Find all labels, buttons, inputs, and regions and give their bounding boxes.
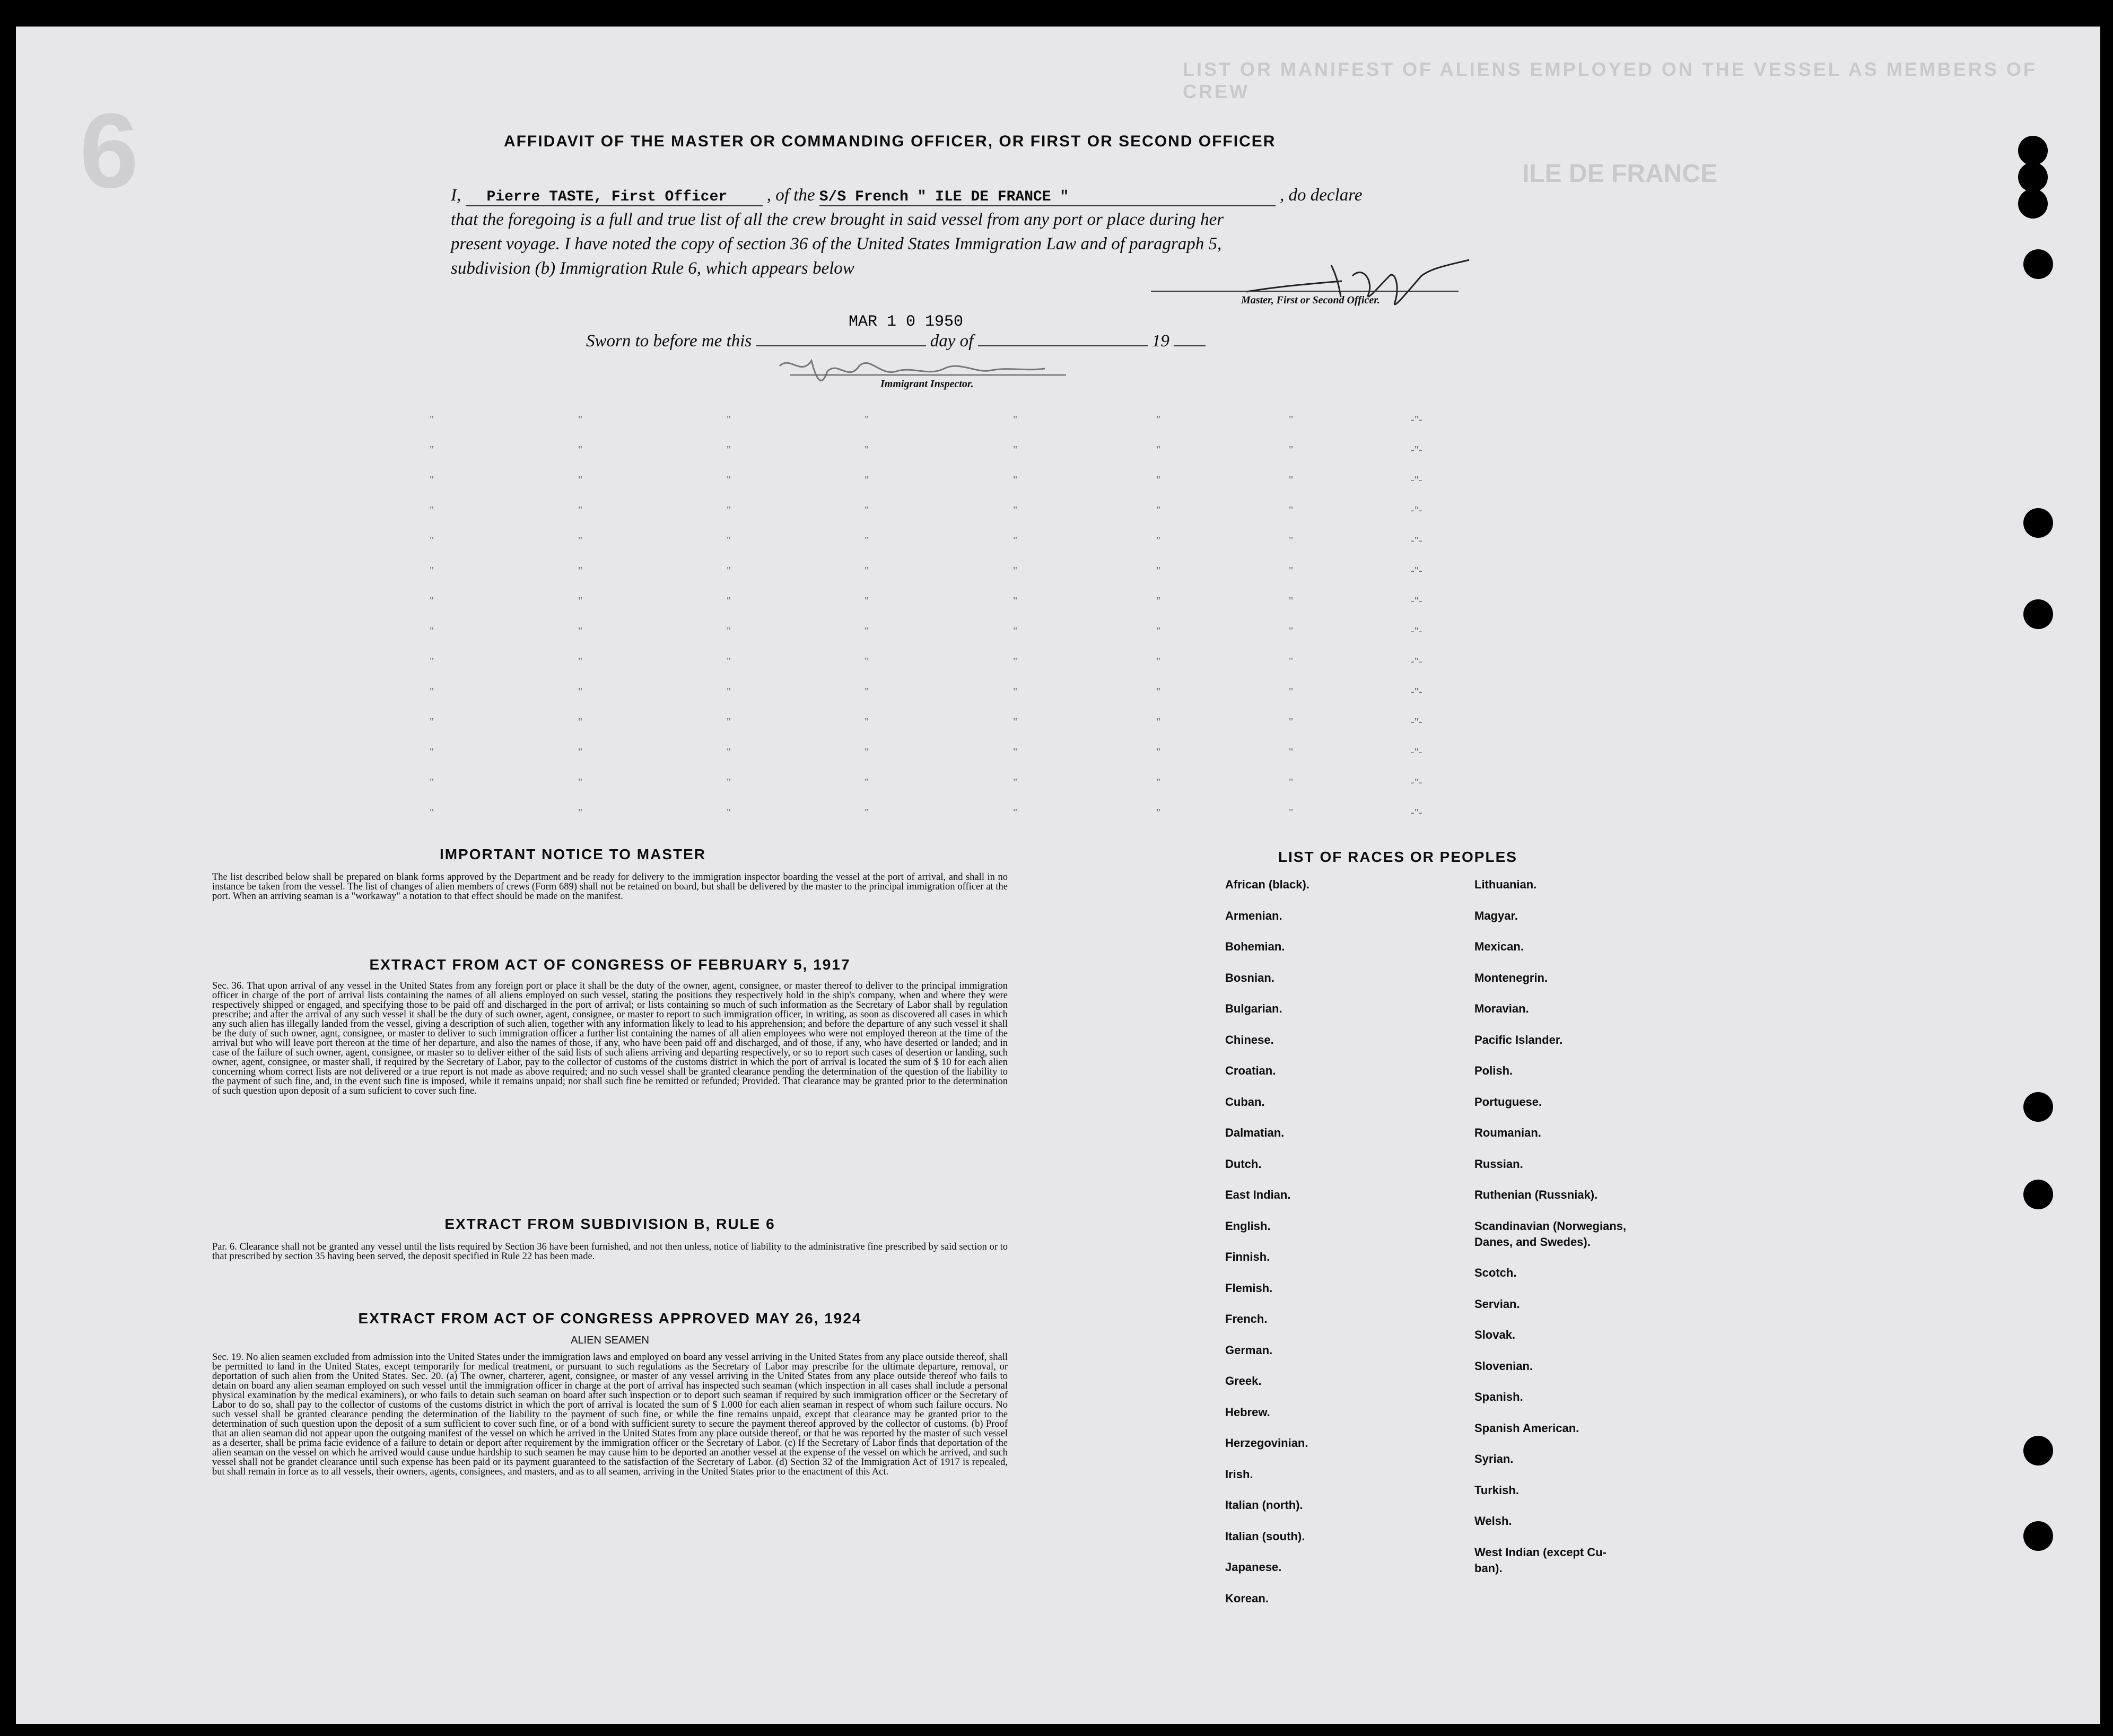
- bleed-vessel-name: ILE DE FRANCE: [1522, 160, 1718, 188]
- ditto-mark: ": [578, 535, 583, 546]
- punch-hole: [2023, 1521, 2053, 1551]
- ditto-mark: ": [578, 414, 583, 425]
- ditto-mark: ": [1156, 686, 1161, 697]
- ditto-mark: ": [1013, 807, 1018, 818]
- race-entry: Croatian.: [1225, 1064, 1276, 1077]
- date-stamp: MAR 1 0 1950: [849, 313, 964, 331]
- race-entry: Mexican.: [1474, 940, 1524, 953]
- ditto-mark: -"-: [1411, 474, 1422, 486]
- ditto-mark: ": [1013, 474, 1018, 486]
- race-entry: Montenegrin.: [1474, 971, 1548, 984]
- race-entry: Slovak.: [1474, 1328, 1516, 1341]
- ditto-mark: -"-: [1411, 595, 1422, 607]
- ditto-mark: -"-: [1411, 535, 1422, 546]
- ditto-mark: ": [1156, 444, 1161, 456]
- race-entry: West Indian (except Cu-: [1474, 1545, 1606, 1559]
- ditto-mark: -"-: [1411, 504, 1422, 516]
- ditto-mark: ": [727, 686, 731, 697]
- punch-hole: [2023, 1180, 2053, 1209]
- ditto-mark: ": [1156, 746, 1161, 758]
- ditto-mark: -"-: [1411, 746, 1422, 758]
- ditto-mark: ": [430, 414, 434, 425]
- race-entry: Pacific Islander.: [1474, 1033, 1563, 1046]
- ditto-mark: ": [578, 716, 583, 728]
- race-entry: German.: [1225, 1343, 1273, 1357]
- ditto-mark: ": [1156, 656, 1161, 667]
- ditto-mark: -"-: [1411, 414, 1422, 425]
- ditto-mark: ": [578, 444, 583, 456]
- race-entry: Slovenian.: [1474, 1359, 1533, 1373]
- ditto-mark: -"-: [1411, 625, 1422, 637]
- ditto-mark: ": [727, 444, 731, 456]
- ditto-mark: ": [1289, 414, 1294, 425]
- ditto-mark: ": [1289, 716, 1294, 728]
- race-entry: Turkish.: [1474, 1483, 1519, 1497]
- ditto-mark: ": [865, 686, 869, 697]
- affidavit-title: AFFIDAVIT OF THE MASTER OR COMMANDING OFFICER, OR FIRST OR SECOND OFFICER: [504, 133, 1276, 150]
- extract-rule6-text: Par. 6. Clearance shall not be granted any vessel until the lists required by Section 36 have been furnished, and not then unless, notice of liability to the administrative fine prescribed by said section or to that prescribed by section 35 having been served, the deposit specified in Rule 22 has been made.: [212, 1242, 1008, 1262]
- ditto-mark: ": [1013, 777, 1018, 788]
- ditto-mark: ": [1013, 686, 1018, 697]
- race-entry: Russian.: [1474, 1157, 1523, 1171]
- ditto-mark: ": [1013, 535, 1018, 546]
- ditto-mark: ": [865, 444, 869, 456]
- extract-1924-text: Sec. 19. No alien seamen excluded from admission into the United States under the immigration laws and employed on board any vessel arriving in the United States from any place outside thereof, shall be permitted to land in the United States, except temporarily for medical treatment, or pursuant to such regulations as the Secretary of Labor may prescribe for the ultimate departure, removal, or deportation of such alien from the United States. Sec. 20. (a) The owner, charterer, agent, consignee, or master of any vessel arriving in the United States from any place outside thereof who fails to detain on board any alien seaman employed on such vessel until the immigration officer in charge at the port of arrival has inspected such seaman (which inspection in all cases shall include a personal physical examination by the medical examiners), or who fails to detain such seaman on board after such inspection or to deport such seaman if required by such immigration officer or the Secretary of Labor to do so, shall pay to the collector of customs of the customs district in which the port of arrival is located the sum of $ 1.000 for each alien seaman in respect of whom such failure occurs. No such vessel shall be granted clearance pending the determination of the liability to the payment of such fine, or while the fine remains unpaid, except that clearance may be granted prior to the determination of such question upon the deposit of a sum sufficient to cover such fine, or of a bond with sufficient surety to secure the payment thereof approved by the collector of customs. (b) Proof that an alien seaman did not appear upon the outgoing manifest of the vessel on which he arrived in the United States from any place outside thereof, or that he was reported by the master of such vessel as a deserter, shall be prima facie evidence of a failure to detain or deport after requirement by the immigration officer or the Secretary of Labor. (c) If the Secretary of Labor finds that deportation of the alien seaman on the vessel on which he arrived would cause undue hardship to such seamen he may cause him to be deported an another vessel at the expense of the vessel on which he arrived, and such vessel shall not be grandet clearance until such expense has been paid or its payment guaranteed to the satisfaction of the Secretary of Labor. (d) Section 32 of the Immigration Act of 1917 is repealed, but shall remain in force as to all vessels, their owners, agents, consignees, and masters, and as to all seamen, arriving in the United States prior to the enactment of this Act.: [212, 1352, 1008, 1477]
- race-entry: Dutch.: [1225, 1157, 1262, 1171]
- race-entry: Magyar.: [1474, 909, 1518, 922]
- race-entry: Syrian.: [1474, 1452, 1514, 1465]
- ditto-mark: ": [1156, 535, 1161, 546]
- sworn-year: 19: [1151, 332, 1169, 351]
- ditto-mark: ": [865, 535, 869, 546]
- ditto-mark: -"-: [1411, 716, 1422, 728]
- ditto-mark: ": [727, 716, 731, 728]
- ditto-mark: ": [727, 595, 731, 607]
- punch-hole: [2018, 189, 2048, 219]
- ditto-mark: ": [1289, 625, 1294, 637]
- race-entry: African (black).: [1225, 878, 1309, 891]
- affidavit-line-1: [451, 186, 1362, 206]
- ditto-mark: ": [1289, 656, 1294, 667]
- extract-1917-text: Sec. 36. That upon arrival of any vessel in the United States from any foreign port or place it shall be the duty of the owner, agent, consignee, or master thereof to deliver to the principal immigration officer in charge of the port of arrival lists containing the names of all aliens employed on such vessel, stating the positions they respectively hold in the ship's company, when and where they were respectively shipped or engaged, and specifying those to be paid off and discharged in the port of arrival; or lists containing so much of such information as the Secretary of Labor shall by regulation prescribe; and after the arrival of any such vessel it shall be the duty of such owner, agent, consignee, or master to report to such immigration officer, in writing, as soon as discovered all cases in which any such alien has illegally landed from the vessel, giving a description of such alien, together with any information likely to lead to his apprehension; and before the departure of any such vessel it shall be the duty of such owner, agnt, consignee, or master to deliver to such immigration officer a further list containing the names of all alien employees who were not employed thereon at the time of the arrival but who will leave port thereon at the time of her departure, and also the names of those, if any, who have been paid off and discharged, and of those, if any, who have deserted or landed; and in case of the failure of such owner, agent, consignee, or master so to deliver either of the said lists of such aliens arriving and departing respectively, or so to report such cases of desertion or landing, such owner, agent, consignee, or master shall, if required by the Secretary of Labor, pay to the collector of customs of the customs district in which the port of arrival is located the sum of $ 10 for each alien concerning whom correct lists are not delivered or a true report is not made as above required; and no such vessel shall be granted clearance pending the determination of the question of the liability to the payment of such fine, and, in the event such fine is imposed, while it remains unpaid; nor shall such fine be remitted or refunded; Provided. That clearance may be granted prior to the determination of such question upon deposit of a sum suficient to cover such fine.: [212, 981, 1008, 1096]
- sworn-day-of: day of: [930, 332, 974, 351]
- ditto-mark: ": [430, 535, 434, 546]
- ditto-mark: ": [430, 444, 434, 456]
- race-entry: Armenian.: [1225, 909, 1282, 922]
- race-entry: Ruthenian (Russniak).: [1474, 1188, 1598, 1201]
- ditto-mark: ": [578, 504, 583, 516]
- punch-hole: [2018, 136, 2048, 165]
- ditto-mark: -"-: [1411, 656, 1422, 667]
- ditto-mark: ": [1013, 595, 1018, 607]
- race-entry: Servian.: [1474, 1297, 1520, 1311]
- race-entry: Japanese.: [1225, 1560, 1282, 1574]
- race-entry: Hebrew.: [1225, 1405, 1270, 1419]
- ditto-mark: ": [430, 716, 434, 728]
- vessel-name: S/S French " ILE DE FRANCE ": [819, 189, 1069, 205]
- ditto-mark: ": [1156, 474, 1161, 486]
- ditto-mark: ": [865, 625, 869, 637]
- ditto-mark: ": [865, 716, 869, 728]
- ditto-mark: ": [1156, 595, 1161, 607]
- ditto-mark: ": [865, 807, 869, 818]
- ditto-mark: ": [1289, 565, 1294, 577]
- ditto-mark: ": [578, 565, 583, 577]
- race-entry: Lithuanian.: [1474, 878, 1537, 891]
- race-entry: Scandinavian (Norwegians,: [1474, 1219, 1627, 1233]
- ditto-mark: ": [430, 656, 434, 667]
- race-entry: Spanish American.: [1474, 1421, 1579, 1435]
- ditto-mark: ": [578, 807, 583, 818]
- ditto-mark: -"-: [1411, 807, 1422, 818]
- ditto-mark: ": [430, 595, 434, 607]
- ditto-mark: ": [1013, 414, 1018, 425]
- ditto-mark: ": [578, 746, 583, 758]
- affidavit-of-the: , of the: [766, 186, 815, 205]
- inspector-signature: [769, 345, 1066, 403]
- race-entry: Bohemian.: [1225, 940, 1285, 953]
- ditto-mark: ": [727, 414, 731, 425]
- ditto-mark: ": [727, 504, 731, 516]
- ditto-mark: ": [578, 474, 583, 486]
- notice-text: The list described below shall be prepared on blank forms approved by the Department and be ready for delivery to the immigration inspector boarding the vessel at the port of arrival, and shall in no instance be taken from the vessel. The list of changes of alien members of crews (Form 689) shall not be retained on board, but shall be delivered by the master to the principal immigration officer at the port. When an arriving seaman is a "workaway" a notation to that effect should be made on the manifest.: [212, 872, 1008, 902]
- race-entry: Cuban.: [1225, 1095, 1265, 1109]
- ditto-mark: ": [727, 807, 731, 818]
- race-entry: Herzegovinian.: [1225, 1436, 1308, 1450]
- race-entry: Portuguese.: [1474, 1095, 1542, 1109]
- ditto-mark: ": [1289, 474, 1294, 486]
- punch-hole: [2023, 1436, 2053, 1465]
- race-entry: Danes, and Swedes).: [1474, 1235, 1591, 1249]
- race-entry: Polish.: [1474, 1064, 1513, 1077]
- ditto-mark: ": [430, 746, 434, 758]
- race-entry: Bosnian.: [1225, 971, 1274, 984]
- ditto-mark: ": [1013, 656, 1018, 667]
- ditto-mark: ": [1289, 444, 1294, 456]
- race-entry: Italian (south).: [1225, 1529, 1305, 1543]
- ditto-mark: ": [727, 565, 731, 577]
- manifest-sheet: [16, 27, 2100, 1724]
- race-entry: English.: [1225, 1219, 1271, 1233]
- signature-caption: Master, First or Second Officer.: [1241, 294, 1380, 306]
- affidavit-do-declare: , do declare: [1279, 186, 1363, 205]
- ditto-mark: ": [1013, 444, 1018, 456]
- race-entry: Chinese.: [1225, 1033, 1274, 1046]
- affidavit-line-2: that the foregoing is a full and true list of all the crew brought in said vessel from any port or place during her: [451, 210, 1224, 229]
- punch-hole: [2018, 162, 2048, 192]
- race-entry: Spanish.: [1474, 1390, 1523, 1403]
- bleed-header: LIST OR MANIFEST OF ALIENS EMPLOYED ON THE VESSEL AS MEMBERS OF CREW: [1183, 58, 2037, 102]
- races-title: LIST OF RACES OR PEOPLES: [1278, 849, 1517, 865]
- sworn-prefix: Sworn to before me this: [586, 332, 752, 351]
- extract-1917-title: EXTRACT FROM ACT OF CONGRESS OF FEBRUARY 5, 1917: [369, 956, 851, 973]
- ditto-mark: ": [865, 595, 869, 607]
- ditto-mark: ": [430, 625, 434, 637]
- ditto-mark: ": [1156, 565, 1161, 577]
- race-entry: Irish.: [1225, 1467, 1253, 1481]
- ditto-mark: ": [1013, 716, 1018, 728]
- race-entry: Scotch.: [1474, 1266, 1517, 1279]
- ditto-mark: ": [578, 656, 583, 667]
- race-entry: Greek.: [1225, 1374, 1262, 1388]
- ditto-mark: ": [430, 777, 434, 788]
- ditto-mark: ": [1156, 504, 1161, 516]
- ditto-mark: ": [1156, 807, 1161, 818]
- race-entry: Korean.: [1225, 1591, 1269, 1605]
- ditto-mark: ": [578, 625, 583, 637]
- race-entry: Italian (north).: [1225, 1498, 1303, 1512]
- vessel-name-field: [819, 186, 1276, 206]
- race-entry: Roumanian.: [1474, 1126, 1541, 1139]
- ditto-mark: ": [865, 474, 869, 486]
- inspector-signature-line: [790, 374, 1066, 376]
- inspector-caption: Immigrant Inspector.: [880, 378, 974, 390]
- ditto-mark: ": [430, 565, 434, 577]
- ditto-mark: ": [578, 777, 583, 788]
- ditto-mark: ": [430, 807, 434, 818]
- extract-rule6-title: EXTRACT FROM SUBDIVISION B, RULE 6: [444, 1216, 775, 1232]
- ditto-mark: ": [1289, 686, 1294, 697]
- ditto-mark: ": [1013, 504, 1018, 516]
- race-entry: East Indian.: [1225, 1188, 1291, 1201]
- race-entry: Welsh.: [1474, 1514, 1512, 1528]
- ditto-mark: ": [430, 504, 434, 516]
- ditto-mark: ": [578, 686, 583, 697]
- race-entry: Moravian.: [1474, 1002, 1529, 1015]
- extract-1924-title: EXTRACT FROM ACT OF CONGRESS APPROVED MAY 26, 1924: [358, 1310, 862, 1327]
- ditto-mark: ": [1289, 504, 1294, 516]
- ditto-mark: ": [1289, 535, 1294, 546]
- punch-hole: [2023, 1092, 2053, 1122]
- ditto-mark: ": [430, 686, 434, 697]
- ditto-mark: ": [1156, 414, 1161, 425]
- ditto-mark: ": [578, 595, 583, 607]
- officer-name-field: [466, 186, 763, 206]
- punch-hole: [2023, 508, 2053, 538]
- race-entry: French.: [1225, 1312, 1268, 1325]
- ditto-mark: -"-: [1411, 686, 1422, 697]
- ditto-mark: ": [727, 777, 731, 788]
- race-entry: Dalmatian.: [1225, 1126, 1285, 1139]
- ditto-mark: ": [865, 777, 869, 788]
- ditto-mark: ": [430, 474, 434, 486]
- ditto-mark: -"-: [1411, 444, 1422, 456]
- affidavit-line-3: present voyage. I have noted the copy of section 36 of the United States Immigration Law and of paragraph 5,: [451, 234, 1222, 254]
- ditto-mark: ": [1013, 746, 1018, 758]
- ditto-mark: ": [1289, 746, 1294, 758]
- bleed-page-number: 6: [80, 92, 139, 210]
- punch-hole: [2023, 249, 2053, 279]
- ditto-mark: ": [727, 656, 731, 667]
- ditto-mark: -"-: [1411, 565, 1422, 577]
- officer-name: Pierre TASTE, First Officer: [486, 189, 728, 205]
- extract-1924-subtitle: ALIEN SEAMEN: [571, 1334, 649, 1346]
- ditto-mark: ": [1289, 595, 1294, 607]
- ditto-mark: ": [865, 504, 869, 516]
- ditto-mark: ": [727, 625, 731, 637]
- ditto-mark: ": [1289, 807, 1294, 818]
- ditto-mark: ": [865, 565, 869, 577]
- race-entry: ban).: [1474, 1561, 1503, 1575]
- ditto-mark: ": [865, 746, 869, 758]
- sworn-year-field: [1174, 345, 1206, 346]
- ditto-mark: ": [1156, 716, 1161, 728]
- ditto-mark: ": [727, 746, 731, 758]
- officer-signature: [1236, 244, 1480, 318]
- ditto-mark: ": [727, 474, 731, 486]
- punch-hole: [2023, 599, 2053, 629]
- race-entry: Flemish.: [1225, 1281, 1273, 1295]
- affidavit-line-4: subdivision (b) Immigration Rule 6, which appears below: [451, 259, 854, 278]
- ditto-mark: ": [1013, 565, 1018, 577]
- notice-title: IMPORTANT NOTICE TO MASTER: [439, 846, 706, 862]
- race-entry: Finnish.: [1225, 1250, 1270, 1263]
- ditto-mark: ": [865, 656, 869, 667]
- race-entry: Bulgarian.: [1225, 1002, 1282, 1015]
- ditto-mark: ": [865, 414, 869, 425]
- ditto-mark: ": [1156, 625, 1161, 637]
- affidavit-i: I,: [451, 186, 461, 205]
- ditto-mark: ": [727, 535, 731, 546]
- ditto-mark: ": [1289, 777, 1294, 788]
- ditto-mark: ": [1013, 625, 1018, 637]
- ditto-mark: -"-: [1411, 777, 1422, 788]
- signature-line: [1151, 291, 1459, 292]
- ditto-mark: ": [1156, 777, 1161, 788]
